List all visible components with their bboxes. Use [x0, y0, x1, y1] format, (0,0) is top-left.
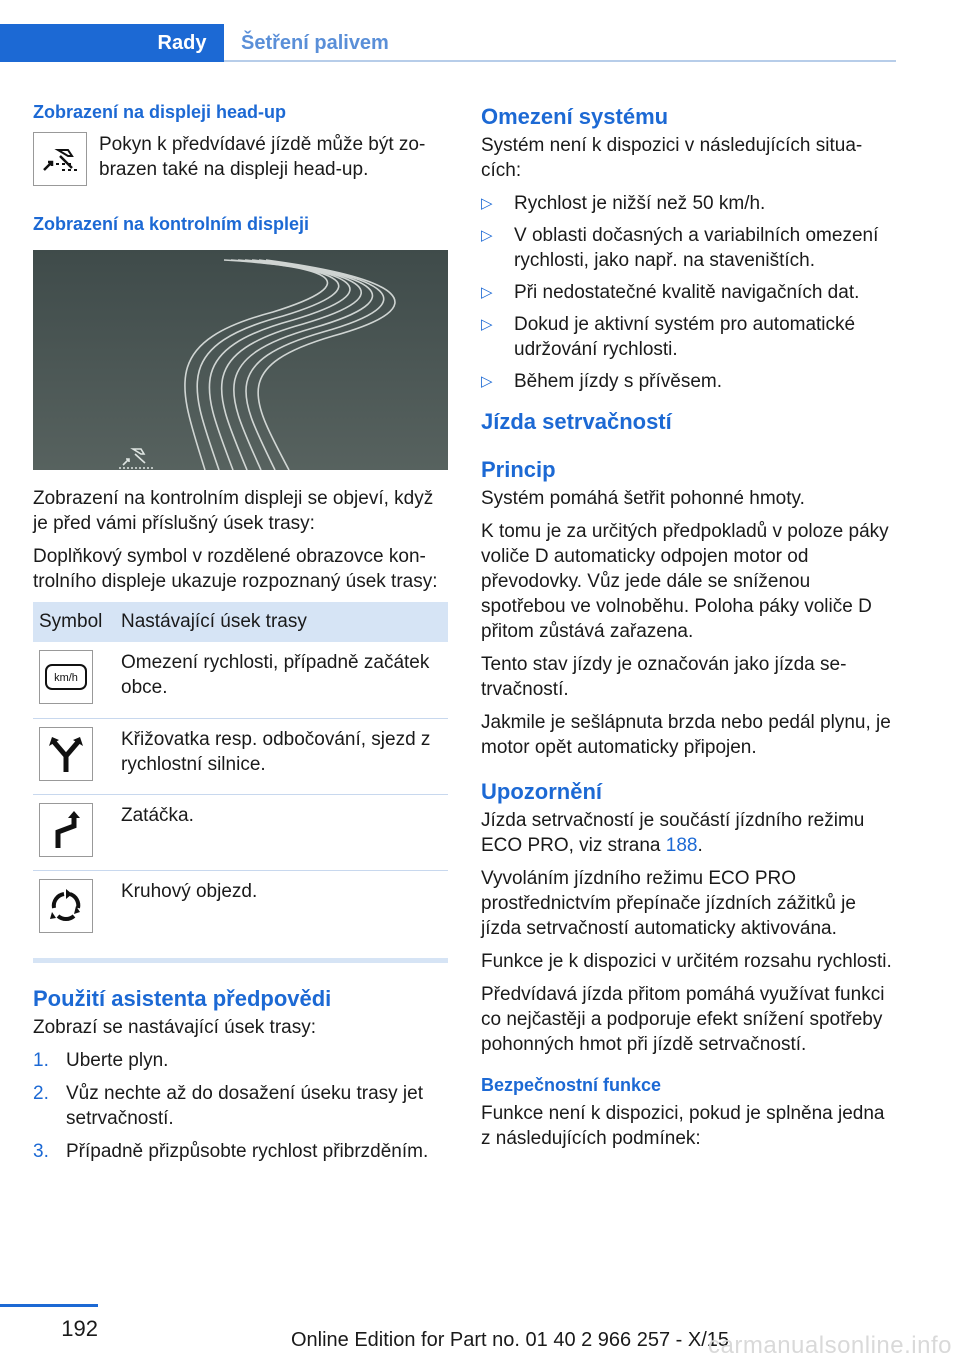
- control-display-image: [33, 250, 448, 470]
- notes-heading: Upozornění: [481, 779, 602, 804]
- list-item-text: Během jízdy s přívěsem.: [514, 371, 723, 392]
- control-para-2: Doplňkový symbol v rozdělené obrazovce kontrolního displeje ukazuje rozpoznaný úsek trasy:: [33, 546, 438, 592]
- curve-icon-box: [39, 803, 93, 857]
- list-item: [481, 312, 896, 362]
- table-row: [33, 794, 448, 870]
- triangle-bullet-icon: ▷: [481, 373, 493, 390]
- safety-heading: Bezpečnostní funkce: [481, 1075, 662, 1095]
- triangle-bullet-icon: ▷: [481, 284, 493, 301]
- list-item: [481, 191, 896, 216]
- table-row: [33, 870, 448, 946]
- limits-heading: Omezení systému: [481, 104, 669, 129]
- notes-p4: Předvídavá jízda přitom pomáhá využívat funkci co nejčastěji a podporuje efekt snížení spotřeby pohonných hmot při jízdě setrvačností.: [481, 984, 885, 1055]
- notes-p1-end: .: [697, 835, 703, 856]
- principle-p1: Systém pomáhá šetřit pohonné hmoty.: [481, 488, 805, 509]
- list-item-text: Dokud je aktivní systém pro automatické udržování rychlosti.: [514, 314, 856, 360]
- hud-row: [33, 132, 448, 186]
- table-header-section: Nastávající úsek trasy: [115, 602, 448, 642]
- header-rule: [224, 60, 896, 62]
- speed-limit-icon: [44, 662, 88, 692]
- list-item-text: V oblasti dočasných a variabilních omezení rychlosti, jako např. na staveništích.: [514, 225, 879, 271]
- section-separator: [33, 958, 448, 963]
- table-header-symbol: Symbol: [33, 602, 115, 642]
- step-number: 1.: [33, 1050, 49, 1071]
- notes-p1: [481, 808, 896, 858]
- triangle-bullet-icon: ▷: [481, 316, 493, 333]
- notes-p3: Funkce je k dispozici v určitém rozsahu rychlosti.: [481, 951, 892, 972]
- roundabout-icon: [46, 886, 86, 926]
- step-text: Vůz nechte až do dosažení úseku trasy jet setrvačností.: [66, 1083, 423, 1129]
- hud-heading: Zobrazení na displeji head-up: [33, 102, 287, 122]
- safety-p1: Funkce není k dispozici, pokud je splněna jedna z následujících podmínek:: [481, 1103, 885, 1149]
- road-graphic: [33, 250, 448, 470]
- steps-list: [33, 1048, 448, 1164]
- header-tab-section[interactable]: Šetření palivem: [241, 32, 389, 54]
- table-header-row: [33, 602, 448, 642]
- principle-p4: Jakmile je sešlápnuta brzda nebo pedál plynu, je motor opět automaticky připojen.: [481, 712, 891, 758]
- list-item-text: Rychlost je nižší než 50 km/h.: [514, 193, 766, 214]
- junction-icon: [46, 734, 86, 774]
- principle-p2: K tomu je za určitých předpokladů v poloze páky voliče D automaticky odpojen motor od převodovky. Vůz jede dále se sníženou spotřebou ve volnoběhu. Poloha páky voliče D přitom zůstává zařazena.: [481, 521, 889, 642]
- hud-text: Pokyn k předvídavé jízdě může být zobrazen také na displeji head-up.: [99, 134, 426, 180]
- control-para-1: Zobrazení na kontrolním displeji se objeví, když je před vámi příslušný úsek trasy:: [33, 488, 434, 534]
- assist-heading: Použití asistenta předpovědi: [33, 986, 332, 1011]
- left-column: [33, 100, 448, 1172]
- watermark: carmanualsonline.info: [708, 1332, 952, 1359]
- principle-p3: Tento stav jízdy je označován jako jízda setrvačností.: [481, 654, 847, 700]
- list-item: [33, 1081, 448, 1131]
- step-text: Uberte plyn.: [66, 1050, 169, 1071]
- list-item: [481, 369, 896, 394]
- curve-icon: [46, 810, 86, 850]
- speed-limit-sign-text: km/h: [54, 672, 78, 684]
- coasting-heading: Jízda setrvačností: [481, 409, 672, 434]
- list-item: [33, 1139, 448, 1164]
- header-tab-active[interactable]: Rady: [140, 24, 224, 62]
- edition-text: Online Edition for Part no. 01 40 2 966 257 - X/15: [290, 1329, 730, 1351]
- step-number: 2.: [33, 1083, 49, 1104]
- footer-rule: [0, 1304, 98, 1307]
- list-item: [33, 1048, 448, 1073]
- control-display-heading: Zobrazení na kontrolním displeji: [33, 214, 310, 234]
- step-text: Případně přizpůsobte rychlost přibrzděním.: [66, 1141, 429, 1162]
- symbol-table: [33, 602, 448, 946]
- table-row: [33, 642, 448, 718]
- roundabout-icon-box: [39, 879, 93, 933]
- page-number: 192: [61, 1316, 98, 1341]
- step-number: 3.: [33, 1141, 49, 1162]
- header-accent-bar: [0, 24, 140, 62]
- junction-icon-box: [39, 727, 93, 781]
- list-item: [481, 280, 896, 305]
- table-cell-text: Zatáčka.: [115, 794, 448, 870]
- page-link[interactable]: 188: [665, 835, 698, 856]
- limits-intro: Systém není k dispozici v následujících situacích:: [481, 135, 863, 181]
- table-cell-text: Kruhový objezd.: [121, 880, 258, 902]
- table-cell-text: Křižovatka resp. odbočování, sjezd z rychlostní silnice.: [115, 718, 448, 794]
- principle-heading: Princip: [481, 457, 556, 482]
- table-cell-text: Omezení rychlosti, případně začátek obce.: [115, 642, 448, 718]
- notes-p2: Vyvoláním jízdního režimu ECO PRO prostřednictvím přepínače jízdních zážitků je jízda setrvačností automaticky aktivována.: [481, 868, 856, 939]
- predictive-assist-icon: [38, 144, 82, 174]
- speed-limit-icon-box: [39, 650, 93, 704]
- table-row: [33, 718, 448, 794]
- limits-list: [481, 191, 896, 394]
- hud-symbol-box: [33, 132, 87, 186]
- triangle-bullet-icon: ▷: [481, 227, 493, 244]
- list-item-text: Při nedostatečné kvalitě navigačních dat.: [514, 282, 860, 303]
- triangle-bullet-icon: ▷: [481, 195, 493, 212]
- assist-intro: Zobrazí se nastávající úsek trasy:: [33, 1017, 317, 1038]
- right-column: [481, 100, 896, 1159]
- notes-p1-text: Jízda setrvačností je součástí jízdního režimu ECO PRO, viz strana: [481, 810, 865, 856]
- list-item: [481, 223, 896, 273]
